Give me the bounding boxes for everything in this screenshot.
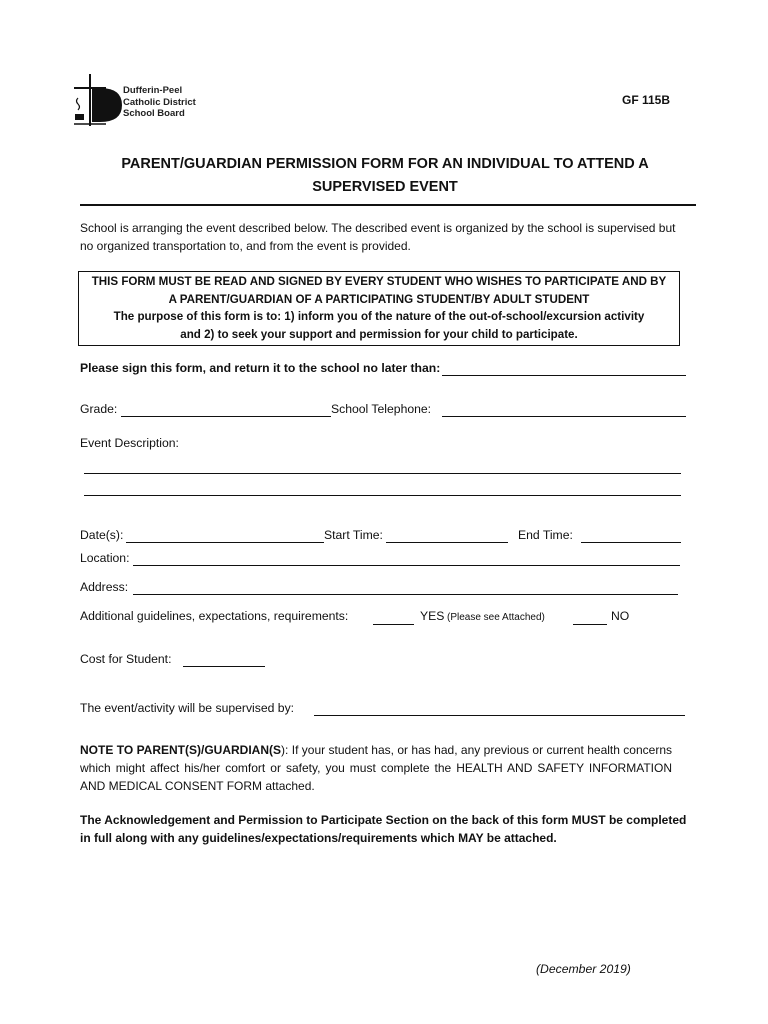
board-name-line2: Catholic District: [123, 96, 196, 108]
health-note: [80, 741, 672, 795]
notice-line2: A PARENT/GUARDIAN OF A PARTICIPATING STUDENT/BY ADULT STUDENT: [168, 292, 590, 306]
revision-date: (December 2019): [536, 962, 631, 976]
health-note-body: : If your student has, or has had, any previous or current health concerns which might affect his/her comfort or safety, you must complete the HEALTH AND SAFETY INFORMATION AND MEDICAL CONSENT FORM attached.: [80, 743, 673, 793]
end-time-field[interactable]: [581, 542, 681, 543]
guidelines-label: Additional guidelines, expectations, requirements:: [80, 609, 349, 623]
notice-box: [78, 271, 680, 346]
acknowledgement-paragraph: The Acknowledgement and Permission to Participate Section on the back of this form MUST be completed in full along with any guidelines/expectations/requirements which MAY be attached.: [80, 813, 687, 845]
school-phone-field[interactable]: [442, 416, 686, 417]
form-title-line1: PARENT/GUARDIAN PERMISSION FORM FOR AN INDIVIDUAL TO ATTEND A: [121, 156, 649, 172]
grade-label: Grade:: [80, 402, 118, 416]
grade-field[interactable]: [121, 416, 331, 417]
board-logo-icon: [72, 72, 124, 128]
event-description-label: Event Description:: [80, 436, 179, 450]
board-name-line1: Dufferin-Peel: [123, 85, 183, 96]
location-label: Location:: [80, 551, 130, 565]
event-description-field-2[interactable]: [84, 495, 681, 496]
cost-label: Cost for Student:: [80, 652, 172, 666]
supervised-by-label: The event/activity will be supervised by:: [80, 701, 295, 715]
notice-line4: and 2) to seek your support and permission for your child to participate.: [180, 327, 578, 341]
notice-line3: The purpose of this form is to: 1) inform you of the nature of the out-of-school/excursion activity: [113, 310, 645, 323]
return-by-label: Please sign this form, and return it to the school no later than:: [80, 361, 441, 375]
return-by-field[interactable]: [442, 375, 686, 376]
supervised-by-field[interactable]: [314, 715, 685, 716]
health-note-lead: NOTE TO PARENT(S)/GUARDIAN(S: [80, 743, 282, 757]
start-time-label: Start Time:: [324, 528, 383, 542]
guidelines-yes-field[interactable]: [373, 624, 414, 625]
school-phone-label: School Telephone:: [331, 402, 432, 416]
board-name: [123, 85, 196, 120]
location-field[interactable]: [133, 565, 680, 566]
form-title: [80, 153, 690, 199]
dates-field[interactable]: [126, 542, 324, 543]
event-description-field-1[interactable]: [84, 473, 681, 474]
guidelines-yes-note: (Please see Attached): [447, 612, 545, 623]
health-note-paren: ): [281, 743, 286, 757]
notice-line1: THIS FORM MUST BE READ AND SIGNED BY EVERY STUDENT WHO WISHES TO PARTICIPATE AND BY: [91, 275, 667, 288]
end-time-label: End Time:: [518, 528, 573, 542]
guidelines-no-field[interactable]: [573, 624, 607, 625]
intro-paragraph: School is arranging the event described below. The described event is organized by the school is supervised but no organized transportation to, and from the event is provided.: [80, 221, 676, 253]
dates-label: Date(s):: [80, 528, 124, 542]
address-label: Address:: [80, 580, 129, 594]
start-time-field[interactable]: [386, 542, 508, 543]
guidelines-yes-label: YES: [420, 609, 445, 623]
title-divider: [80, 204, 696, 206]
form-title-line2: SUPERVISED EVENT: [312, 179, 458, 195]
cost-field[interactable]: [183, 666, 265, 667]
board-logo: [72, 72, 124, 128]
form-number: GF 115B: [622, 93, 671, 107]
address-field[interactable]: [133, 594, 678, 595]
guidelines-no-label: NO: [611, 609, 630, 623]
board-name-line3: School Board: [123, 108, 185, 119]
